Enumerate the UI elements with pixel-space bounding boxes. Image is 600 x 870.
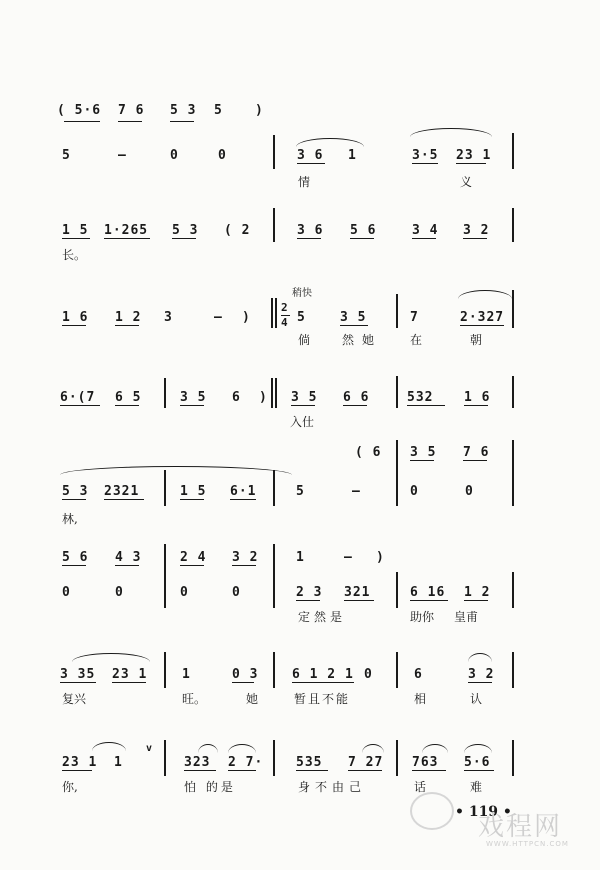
rest: 0 [364, 667, 373, 682]
note: 3 5 [180, 390, 207, 405]
dash: – [118, 148, 127, 163]
note: 6 16 [410, 585, 446, 600]
rest: 0 [232, 585, 241, 600]
note: 6·1 [230, 484, 257, 499]
barline [396, 652, 398, 688]
note: 5 6 [350, 223, 377, 238]
note: 3 4 [412, 223, 439, 238]
note: 6 6 [343, 390, 370, 405]
barline [512, 740, 514, 776]
barline [273, 652, 275, 688]
note: 3 6 [297, 148, 324, 163]
barline [396, 740, 398, 776]
note: 1 2 [115, 310, 142, 325]
interlude-note: 2 4 [180, 550, 207, 565]
interlude-note: 4 3 [115, 550, 142, 565]
note: 321 [344, 585, 371, 600]
watermark-logo-icon [410, 792, 454, 830]
lyric: 入仕 [290, 415, 315, 429]
note: 323 [184, 755, 211, 770]
lyric: 林, [62, 512, 78, 526]
note: 532 [407, 390, 434, 405]
note: 1 [348, 148, 357, 163]
interlude-close: ) [376, 550, 385, 565]
lyric: 情 [298, 175, 311, 189]
barline [396, 440, 398, 506]
note: 1 [114, 755, 123, 770]
barline [512, 440, 514, 506]
lyric: 认 [470, 692, 483, 706]
rest: 0 [465, 484, 474, 499]
interlude-dash: – [344, 550, 353, 565]
rest: 0 [62, 585, 71, 600]
rest: 0 [218, 148, 227, 163]
lyric: 话 [414, 780, 427, 794]
lyric: 然她 [342, 333, 383, 347]
lyric: 长。 [62, 248, 87, 262]
barline [396, 294, 398, 328]
note: 5 3 [172, 223, 199, 238]
note: 2·327 [460, 310, 505, 325]
lyric: 怕 的是 [184, 780, 236, 794]
tempo-marking: 稍快 [292, 288, 312, 299]
note: 5 [296, 484, 305, 499]
note: 1 2 [464, 585, 491, 600]
lyric: 倘 [298, 333, 311, 347]
note: 5 3 [62, 484, 89, 499]
time-signature-bottom: 4 [281, 316, 289, 329]
note: 6 [414, 667, 423, 682]
dash: – [214, 310, 223, 325]
barline [164, 470, 166, 506]
prelude-note: 5 [214, 103, 223, 118]
note: 3 2 [468, 667, 495, 682]
barline [164, 652, 166, 688]
lyric: 皇甫 [454, 610, 479, 624]
barline [273, 135, 275, 169]
note: 1 5 [62, 223, 89, 238]
barline [512, 133, 514, 169]
lyric: 相 [414, 692, 427, 706]
dash: – [352, 484, 361, 499]
note: 6 5 [115, 390, 142, 405]
prelude-note: 5 3 [170, 103, 197, 118]
note: 1 [182, 667, 191, 682]
note: 6·(7 [60, 390, 96, 405]
note: 7 [410, 310, 419, 325]
note: 23 1 [112, 667, 148, 682]
interlude-note: 3 5 [410, 445, 437, 460]
lyric: 旺。 [182, 692, 207, 706]
barline [164, 544, 166, 608]
barline [396, 376, 398, 408]
prelude-open: ( 5·6 [57, 103, 102, 118]
note: 535 [296, 755, 323, 770]
interlude-note: 1 [296, 550, 305, 565]
lyric: 助你 [410, 610, 435, 624]
barline [164, 378, 166, 408]
close-paren: ) [259, 390, 268, 405]
note: 3 2 [463, 223, 490, 238]
watermark-url: WWW.HTTPCN.COM [486, 840, 569, 848]
note: 3 5 [340, 310, 367, 325]
close-paren: ) [242, 310, 251, 325]
interlude-note: 5 6 [62, 550, 89, 565]
note: 3 [164, 310, 173, 325]
note: 0 3 [232, 667, 259, 682]
lyric: 朝 [470, 333, 483, 347]
lyric: 复兴 [62, 692, 87, 706]
time-signature-top: 2 [281, 301, 289, 314]
interlude-open: ( 6 [355, 445, 382, 460]
lyric: 难 [470, 780, 483, 794]
barline [164, 740, 166, 776]
lyric: 你, [62, 780, 78, 794]
note: 6 1 2 1 [292, 667, 354, 682]
note: 3·5 [412, 148, 439, 163]
barline [512, 208, 514, 242]
lyric: 她 [246, 692, 259, 706]
note: 1 6 [62, 310, 89, 325]
interlude-note: 3 2 [232, 550, 259, 565]
page-number: • 119 • [455, 804, 512, 820]
note: 3 5 [291, 390, 318, 405]
note: 3 6 [297, 223, 324, 238]
interlude-note: 7 6 [463, 445, 490, 460]
rest: 0 [410, 484, 419, 499]
barline [512, 376, 514, 408]
note: 1 5 [180, 484, 207, 499]
lyric: 暂且不能 [294, 692, 351, 706]
note: 2321 [104, 484, 140, 499]
note: 5·6 [464, 755, 491, 770]
note: 23 1 [62, 755, 98, 770]
barline [512, 572, 514, 608]
lyric: 身不由己 [298, 780, 367, 794]
rest: 0 [170, 148, 179, 163]
watermark-text: 戏程网 [478, 812, 563, 842]
note: 7 27 [348, 755, 384, 770]
note: 5 [297, 310, 306, 325]
note: 23 1 [456, 148, 492, 163]
note: ( 2 [224, 223, 251, 238]
note: 5 [62, 148, 71, 163]
note: 2 7· [228, 755, 264, 770]
barline [273, 544, 275, 608]
prelude-note: 7 6 [118, 103, 145, 118]
double-barline [271, 298, 273, 328]
lyric: 在 [410, 333, 423, 347]
note: 763 [412, 755, 439, 770]
barline [512, 652, 514, 688]
note: 2 3 [296, 585, 323, 600]
barline [512, 290, 514, 328]
barline [273, 470, 275, 506]
lyric: 义 [460, 175, 473, 189]
note: 1 6 [464, 390, 491, 405]
rest: 0 [115, 585, 124, 600]
note: 3 35 [60, 667, 96, 682]
rest: 0 [180, 585, 189, 600]
barline [273, 208, 275, 242]
double-barline [271, 378, 273, 408]
lyric: 定然是 [298, 610, 347, 624]
note: 1·265 [104, 223, 149, 238]
prelude-close: ) [255, 103, 264, 118]
barline [273, 740, 275, 776]
barline [396, 572, 398, 608]
note: 6 [232, 390, 241, 405]
